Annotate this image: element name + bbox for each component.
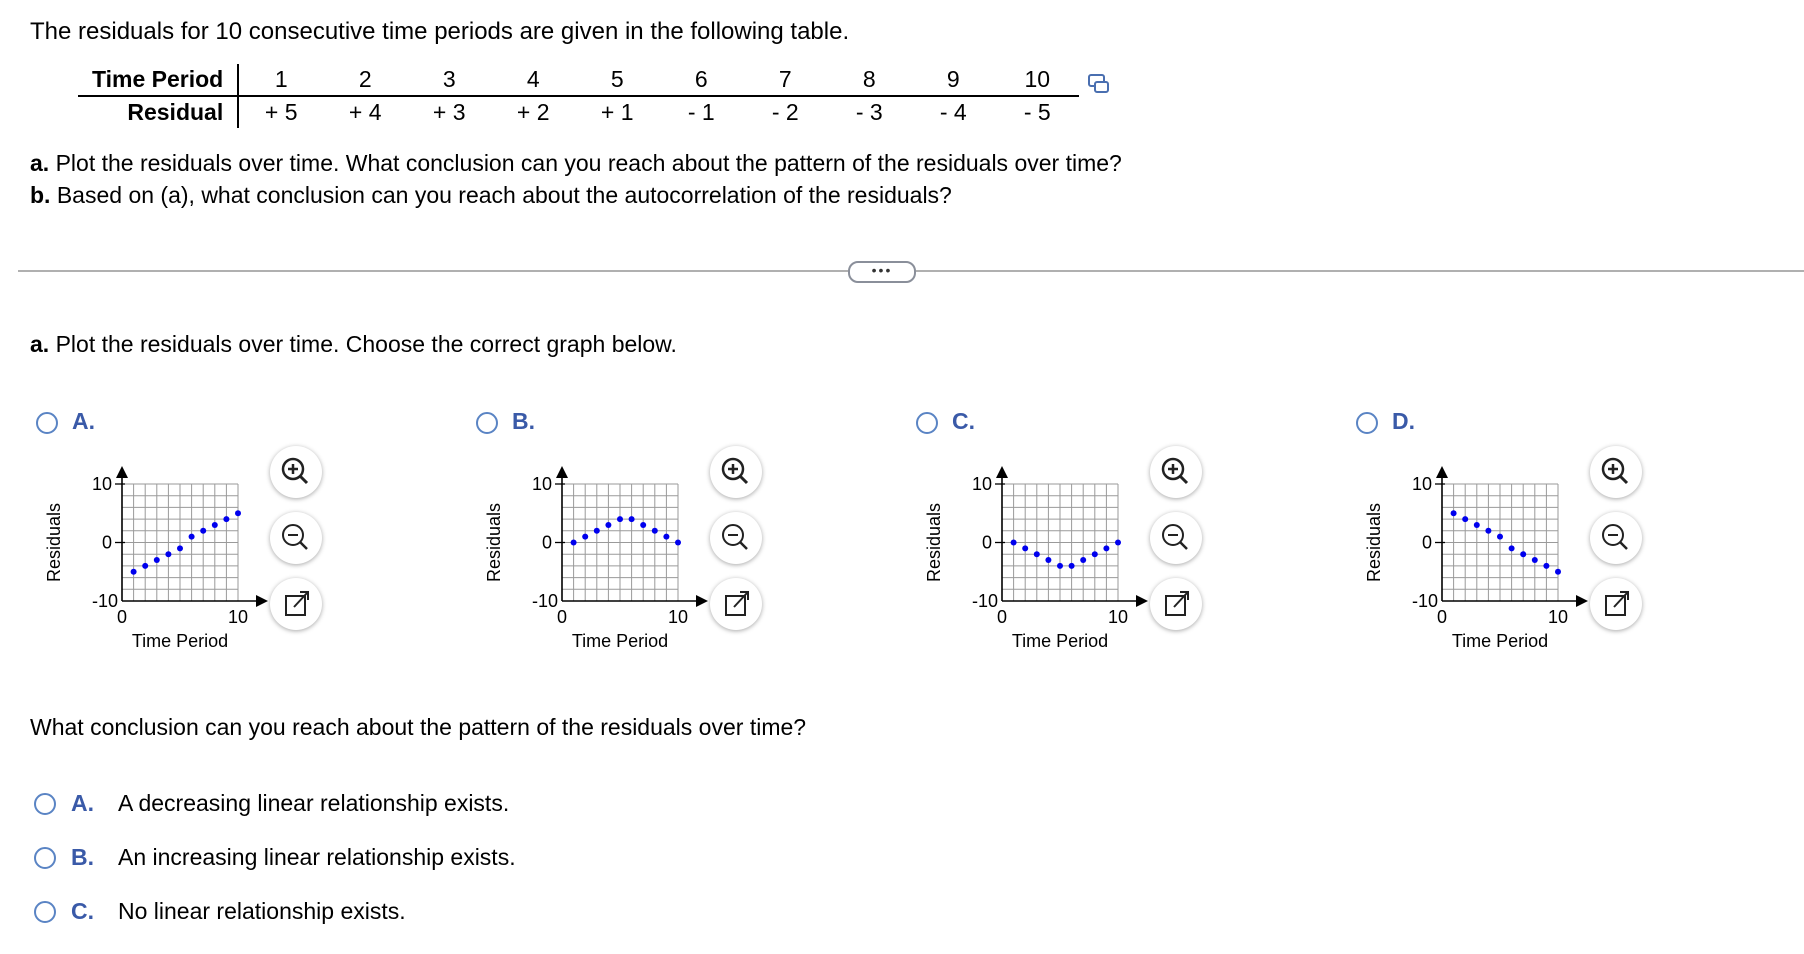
table-cell: 6 — [659, 64, 743, 96]
data-point — [1543, 563, 1549, 569]
data-point — [1011, 540, 1017, 546]
radio-button[interactable] — [34, 847, 56, 869]
x-axis-label: Time Period — [131, 631, 229, 651]
table-cell: 2 — [323, 64, 407, 96]
data-point — [1451, 510, 1457, 516]
data-point — [189, 534, 195, 540]
zoom-out-icon — [710, 512, 762, 564]
y-axis-label: Residuals — [1364, 502, 1384, 583]
data-point — [131, 569, 137, 575]
open-new-window-button[interactable] — [270, 578, 322, 630]
y-tick-label: -10 — [91, 591, 118, 611]
open-new-window-icon — [1150, 578, 1202, 630]
y-tick-label: 10 — [91, 474, 112, 494]
table-cell: 5 — [575, 64, 659, 96]
data-point — [1115, 540, 1121, 546]
option-letter: B. — [71, 844, 94, 870]
x-tick-label: 0 — [556, 607, 568, 627]
x-axis-arrow — [1136, 595, 1148, 607]
zoom-out-button[interactable] — [1590, 512, 1642, 564]
option-letter: C. — [952, 408, 975, 434]
data-point — [605, 522, 611, 528]
table-row — [78, 96, 1079, 128]
data-point — [1474, 522, 1480, 528]
residual-plot-b — [480, 448, 710, 668]
zoom-in-button[interactable] — [710, 446, 762, 498]
data-point — [640, 522, 646, 528]
table-cell: + 1 — [600, 99, 634, 125]
x-tick-label: 10 — [1107, 607, 1129, 627]
data-point — [223, 516, 229, 522]
x-axis-label: Time Period — [571, 631, 669, 651]
intro-text: The residuals for 10 consecutive time periods are given in the following table. — [30, 18, 850, 45]
x-tick-label: 0 — [116, 607, 128, 627]
open-new-window-button[interactable] — [1150, 578, 1202, 630]
copy-table-icon[interactable] — [1088, 74, 1110, 94]
x-tick-label: 10 — [1547, 607, 1569, 627]
data-point — [142, 563, 148, 569]
zoom-out-icon — [1590, 512, 1642, 564]
x-axis-arrow — [696, 595, 708, 607]
data-point — [1103, 545, 1109, 551]
radio-button[interactable] — [34, 901, 56, 923]
data-point — [1485, 528, 1491, 534]
zoom-out-button[interactable] — [710, 512, 762, 564]
data-point — [571, 540, 577, 546]
data-point — [235, 510, 241, 516]
data-point — [212, 522, 218, 528]
table-cell: 8 — [827, 64, 911, 96]
y-axis-arrow — [1436, 466, 1448, 478]
option-letter: A. — [72, 408, 95, 434]
data-point — [1497, 534, 1503, 540]
x-axis-arrow — [256, 595, 268, 607]
radio-button[interactable] — [1356, 412, 1378, 434]
x-tick-label: 0 — [1436, 607, 1448, 627]
data-point — [594, 528, 600, 534]
table-cell: 4 — [491, 64, 575, 96]
part-a-prefix: a. — [30, 331, 50, 357]
table-cell: + 5 — [264, 99, 298, 125]
y-tick-label: 10 — [531, 474, 552, 494]
option-text: An increasing linear relationship exists. — [118, 844, 516, 870]
zoom-out-icon — [1150, 512, 1202, 564]
residual-plot-d — [1360, 448, 1590, 668]
zoom-out-icon — [270, 512, 322, 564]
zoom-in-icon — [270, 446, 322, 498]
data-point — [1022, 545, 1028, 551]
y-tick-label: -10 — [971, 591, 998, 611]
data-point — [1034, 551, 1040, 557]
y-tick-label: 0 — [541, 532, 552, 553]
part-a-prompt-text: Plot the residuals over time. Choose the correct graph below. — [55, 331, 677, 357]
data-point — [1080, 557, 1086, 563]
question-b — [30, 182, 952, 209]
residual-plot-c — [920, 448, 1150, 668]
data-point — [1555, 569, 1561, 575]
part-a-prompt — [30, 331, 677, 358]
table-cell: - 1 — [687, 99, 715, 125]
zoom-out-button[interactable] — [270, 512, 322, 564]
y-axis-label: Residuals — [44, 502, 64, 583]
open-new-window-icon — [1590, 578, 1642, 630]
pattern-question: What conclusion can you reach about the pattern of the residuals over time? — [30, 714, 807, 740]
open-new-window-icon — [270, 578, 322, 630]
table-cell: + 2 — [516, 99, 550, 125]
option-letter: B. — [512, 408, 535, 434]
zoom-in-button[interactable] — [1590, 446, 1642, 498]
table-cell: 3 — [407, 64, 491, 96]
table-cell: + 3 — [432, 99, 466, 125]
y-tick-label: -10 — [531, 591, 558, 611]
row-header-residual: Residual — [78, 96, 238, 128]
x-tick-label: 10 — [667, 607, 689, 627]
option-letter: D. — [1392, 408, 1415, 434]
option-text: No linear relationship exists. — [118, 898, 406, 924]
x-tick-label: 0 — [996, 607, 1008, 627]
question-b-prefix: b. — [30, 182, 51, 208]
y-axis-arrow — [996, 466, 1008, 478]
radio-button[interactable] — [916, 412, 938, 434]
open-new-window-button[interactable] — [1590, 578, 1642, 630]
zoom-in-icon — [1590, 446, 1642, 498]
row-header-time-period: Time Period — [78, 64, 238, 96]
data-point — [1092, 551, 1098, 557]
question-a — [30, 150, 1122, 177]
open-new-window-button[interactable] — [710, 578, 762, 630]
data-point — [663, 534, 669, 540]
question-a-prefix: a. — [30, 150, 50, 176]
question-b-text: Based on (a), what conclusion can you reach about the autocorrelation of the residuals? — [56, 182, 952, 208]
table-cell: 1 — [238, 64, 323, 96]
zoom-in-button[interactable] — [1150, 446, 1202, 498]
y-axis-arrow — [556, 466, 568, 478]
y-tick-label: 10 — [971, 474, 992, 494]
table-cell: 9 — [911, 64, 995, 96]
table-cell: 7 — [743, 64, 827, 96]
data-point — [1520, 551, 1526, 557]
y-axis-arrow — [116, 466, 128, 478]
x-tick-label: 10 — [227, 607, 249, 627]
data-point — [652, 528, 658, 534]
data-point — [629, 516, 635, 522]
question-a-text: Plot the residuals over time. What conclusion can you reach about the pattern of the residuals over time? — [55, 150, 1122, 176]
residual-plot-a — [40, 448, 270, 668]
zoom-in-icon — [1150, 446, 1202, 498]
x-axis-label: Time Period — [1011, 631, 1109, 651]
open-new-window-icon — [710, 578, 762, 630]
data-point — [1069, 563, 1075, 569]
y-tick-label: 10 — [1411, 474, 1432, 494]
option-letter: A. — [71, 790, 94, 816]
zoom-in-button[interactable] — [270, 446, 322, 498]
radio-button[interactable] — [34, 793, 56, 815]
table-row — [78, 64, 1079, 96]
table-cell: - 3 — [855, 99, 883, 125]
y-tick-label: -10 — [1411, 591, 1438, 611]
radio-button[interactable] — [476, 412, 498, 434]
data-point — [675, 540, 681, 546]
table-cell: - 5 — [1023, 99, 1051, 125]
residuals-table — [78, 64, 1079, 128]
y-tick-label: 0 — [101, 532, 112, 553]
data-point — [1532, 557, 1538, 563]
data-point — [1509, 545, 1515, 551]
x-axis-arrow — [1576, 595, 1588, 607]
y-tick-label: 0 — [1421, 532, 1432, 553]
table-cell: - 2 — [771, 99, 799, 125]
option-letter: C. — [71, 898, 94, 924]
y-axis-label: Residuals — [484, 502, 504, 583]
data-point — [154, 557, 160, 563]
table-cell: - 4 — [939, 99, 967, 125]
y-axis-label: Residuals — [924, 502, 944, 583]
data-point — [165, 551, 171, 557]
more-button[interactable]: ••• — [848, 261, 916, 283]
data-point — [617, 516, 623, 522]
table-cell: 10 — [995, 64, 1079, 96]
data-point — [582, 534, 588, 540]
data-point — [1462, 516, 1468, 522]
option-text: A decreasing linear relationship exists. — [118, 790, 510, 816]
data-point — [1045, 557, 1051, 563]
zoom-in-icon — [710, 446, 762, 498]
radio-button[interactable] — [36, 412, 58, 434]
data-point — [200, 528, 206, 534]
table-cell: + 4 — [348, 99, 382, 125]
data-point — [177, 545, 183, 551]
x-axis-label: Time Period — [1451, 631, 1549, 651]
zoom-out-button[interactable] — [1150, 512, 1202, 564]
y-tick-label: 0 — [981, 532, 992, 553]
data-point — [1057, 563, 1063, 569]
